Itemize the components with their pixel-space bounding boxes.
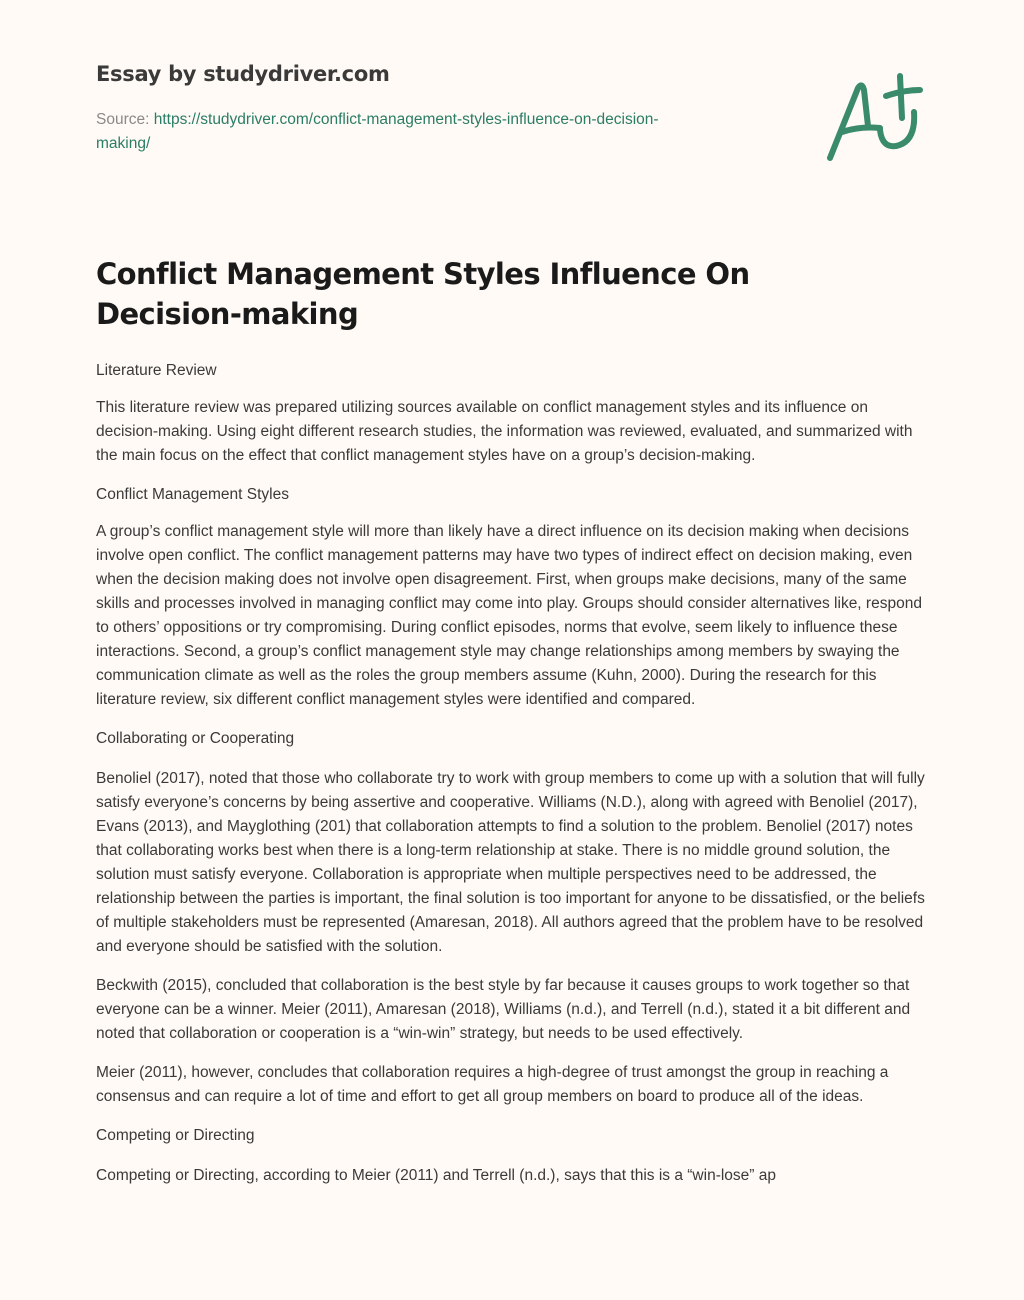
paragraph: This literature review was prepared utilizing sources available on conflict management styles and its influence on decision-making. Using eight different research studies, the information was reviewed, evaluated, and summarized with the main focus on the effect that conflict management styles have on a group’s decision-making.	[96, 399, 913, 464]
paragraph: Competing or Directing, according to Meier (2011) and Terrell (n.d.), says that this is a “win-lose” ap	[96, 1167, 776, 1184]
section-heading: Literature Review	[96, 362, 217, 379]
paragraph: A group’s conflict management style will more than likely have a direct influence on its decision making when decisions involve open conflict. The conflict management patterns may have two types of indirect effect on decision making, even when the decision making does not involve open disagreement. First, when groups make decisions, many of the same skills and processes involved in managing conflict may come into play. Groups should consider alternatives like, respond to others’ oppositions or try compromising. During conflict episodes, norms that evolve, seem likely to influence these interactions. Second, a group’s conflict management style may change relationships among members by swaying the communication climate as well as the roles the group members assume (Kuhn, 2000). During the research for this literature review, six different conflict management styles were identified and compared.	[96, 523, 922, 708]
source-label: Source:	[96, 111, 150, 128]
page-title: Conflict Management Styles Influence On Decision-making	[96, 257, 750, 331]
section-heading: Collaborating or Cooperating	[96, 730, 295, 747]
section-heading: Competing or Directing	[96, 1127, 255, 1144]
section-heading: Conflict Management Styles	[96, 486, 289, 503]
a-plus-grade-icon	[820, 66, 930, 166]
source-line	[96, 108, 736, 156]
source-link[interactable]: https://studydriver.com/conflict-management-styles-influence-on-decision- making/	[96, 111, 659, 152]
paragraph: Beckwith (2015), concluded that collaboration is the best style by far because it causes groups to work together so that everyone can be a winner. Meier (2011), Amaresan (2018), Williams (n.d.), and Terrell (n.d.), stated it a bit different and noted that collaboration or cooperation is a “win-win” strategy, but needs to be used effectively.	[96, 977, 911, 1042]
site-title: Essay by studydriver.com	[96, 62, 390, 86]
paragraph: Meier (2011), however, concludes that collaboration requires a high-degree of trust amongst the group in reaching a consensus and can require a lot of time and effort to get all group members on board to produce all of the ideas.	[96, 1064, 889, 1105]
paragraph: Benoliel (2017), noted that those who collaborate try to work with group members to come up with a solution that will fully satisfy everyone’s concerns by being assertive and cooperative. Williams (N.D.), along with agreed with Benoliel (2017), Evans (2013), and Mayglothing (201) that collaboration attempts to find a solution to the problem. Benoliel (2017) notes that collaborating works best when there is a long-term relationship at stake. There is no middle ground solution, the solution must satisfy everyone. Collaboration is appropriate when multiple perspectives need to be addressed, the relationship between the parties is important, the final solution is too important for anyone to be dissatisfied, or the beliefs of multiple stakeholders must be represented (Amaresan, 2018). All authors agreed that the problem have to be resolved and everyone should be satisfied with the solution.	[96, 770, 925, 955]
site-header	[96, 62, 736, 156]
article	[96, 254, 932, 1203]
